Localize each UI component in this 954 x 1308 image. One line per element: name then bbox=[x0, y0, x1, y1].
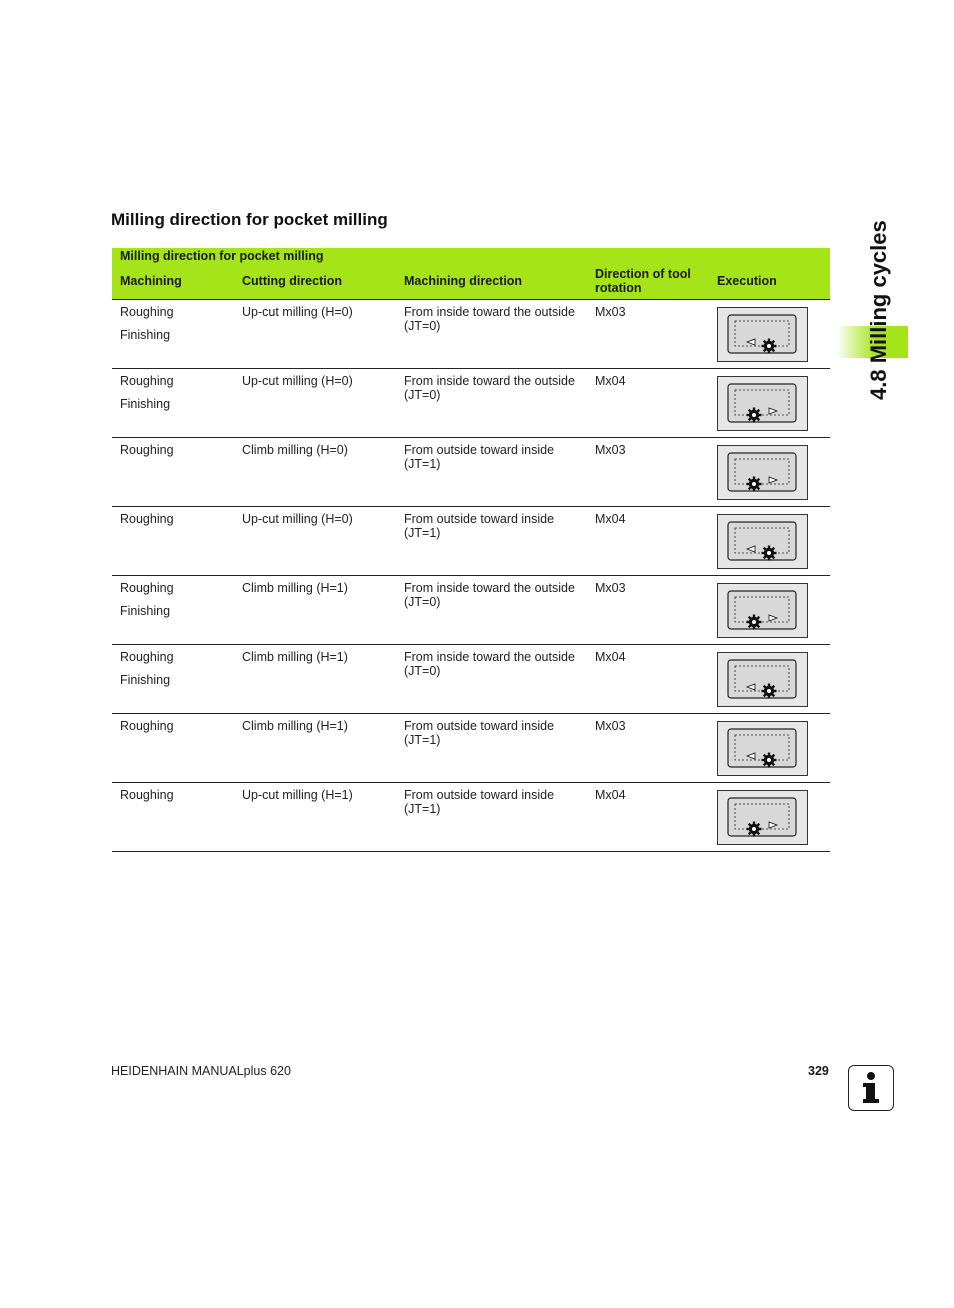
cutting-direction-cell: Up-cut milling (H=0) bbox=[242, 305, 353, 319]
machining-cell bbox=[120, 512, 174, 535]
cutting-direction-cell: Climb milling (H=0) bbox=[242, 443, 348, 457]
pocket-milling-diagram-icon bbox=[717, 583, 808, 638]
machining-cell bbox=[120, 374, 174, 420]
table-row bbox=[112, 783, 830, 852]
pocket-outline bbox=[728, 453, 796, 491]
cutting-direction-cell: Climb milling (H=1) bbox=[242, 581, 348, 595]
pocket-milling-diagram-icon bbox=[717, 307, 808, 362]
pocket-outline bbox=[728, 660, 796, 698]
machining-type: Roughing bbox=[120, 305, 174, 319]
tool-rotation-cell: Mx04 bbox=[595, 512, 626, 526]
cutting-direction-cell: Climb milling (H=1) bbox=[242, 719, 348, 733]
machining-type: Roughing bbox=[120, 719, 174, 733]
machining-direction-cell: From inside toward the outside (JT=0) bbox=[404, 374, 575, 402]
table-row bbox=[112, 369, 830, 438]
pocket-milling-diagram-icon bbox=[717, 376, 808, 431]
tool-rotation-cell: Mx03 bbox=[595, 581, 626, 595]
pocket-outline bbox=[728, 729, 796, 767]
tool-rotation-cell: Mx03 bbox=[595, 719, 626, 733]
milling-tool-icon bbox=[747, 615, 762, 630]
machining-direction-cell: From inside toward the outside (JT=0) bbox=[404, 305, 575, 333]
table-caption: Milling direction for pocket milling bbox=[120, 249, 324, 263]
execution-cell bbox=[717, 583, 808, 638]
milling-tool-icon bbox=[762, 339, 777, 354]
table-row bbox=[112, 438, 830, 507]
page-title: Milling direction for pocket milling bbox=[111, 210, 388, 229]
execution-cell bbox=[717, 514, 808, 569]
machining-type: Roughing bbox=[120, 650, 174, 664]
cutting-direction-cell: Climb milling (H=1) bbox=[242, 650, 348, 664]
header-cutting-direction: Cutting direction bbox=[242, 274, 342, 288]
page-number: 329 bbox=[808, 1064, 829, 1078]
milling-tool-icon bbox=[747, 822, 762, 837]
machining-type: Finishing bbox=[120, 604, 171, 618]
pocket-milling-diagram-icon bbox=[717, 790, 808, 845]
execution-cell bbox=[717, 790, 808, 845]
pocket-milling-diagram-icon bbox=[717, 652, 808, 707]
execution-cell bbox=[717, 721, 808, 776]
pocket-outline bbox=[728, 522, 796, 560]
machining-cell bbox=[120, 305, 174, 351]
machining-type: Roughing bbox=[120, 788, 174, 802]
tool-rotation-cell: Mx03 bbox=[595, 443, 626, 457]
info-icon bbox=[848, 1065, 894, 1111]
table-row bbox=[112, 576, 830, 645]
pocket-outline bbox=[728, 798, 796, 836]
machining-cell bbox=[120, 650, 174, 696]
machining-type: Finishing bbox=[120, 673, 171, 687]
pocket-outline bbox=[728, 384, 796, 422]
pocket-milling-diagram-icon bbox=[717, 445, 808, 500]
machining-type: Roughing bbox=[120, 512, 174, 526]
execution-cell bbox=[717, 307, 808, 362]
pocket-milling-diagram-icon bbox=[717, 514, 808, 569]
table-row bbox=[112, 300, 830, 369]
machining-type: Finishing bbox=[120, 328, 171, 342]
header-machining-direction: Machining direction bbox=[404, 274, 523, 288]
machining-type: Roughing bbox=[120, 374, 174, 388]
header-execution: Execution bbox=[717, 274, 777, 288]
pocket-outline bbox=[728, 591, 796, 629]
table-header bbox=[112, 248, 830, 300]
machining-cell bbox=[120, 719, 174, 742]
machining-cell bbox=[120, 581, 174, 627]
machining-type: Roughing bbox=[120, 443, 174, 457]
table-row bbox=[112, 507, 830, 576]
cutting-direction-cell: Up-cut milling (H=0) bbox=[242, 512, 353, 526]
tool-rotation-cell: Mx04 bbox=[595, 650, 626, 664]
tool-rotation-cell: Mx04 bbox=[595, 374, 626, 388]
machining-type: Finishing bbox=[120, 397, 171, 411]
machining-direction-cell: From outside toward inside (JT=1) bbox=[404, 443, 555, 471]
execution-cell bbox=[717, 652, 808, 707]
header-tool-rotation: Direction of tool rotation bbox=[595, 267, 691, 295]
milling-tool-icon bbox=[762, 684, 777, 699]
tool-rotation-cell: Mx03 bbox=[595, 305, 626, 319]
milling-direction-table bbox=[112, 248, 830, 852]
cutting-direction-cell: Up-cut milling (H=0) bbox=[242, 374, 353, 388]
table-row bbox=[112, 714, 830, 783]
machining-direction-cell: From outside toward inside (JT=1) bbox=[404, 512, 555, 540]
machining-cell bbox=[120, 443, 174, 466]
header-machining: Machining bbox=[120, 274, 182, 288]
machining-cell bbox=[120, 788, 174, 811]
tool-rotation-cell: Mx04 bbox=[595, 788, 626, 802]
machining-direction-cell: From inside toward the outside (JT=0) bbox=[404, 650, 575, 678]
execution-cell bbox=[717, 376, 808, 431]
milling-tool-icon bbox=[747, 408, 762, 423]
pocket-outline bbox=[728, 315, 796, 353]
table-body bbox=[112, 300, 830, 852]
footer-manual-name: HEIDENHAIN MANUALplus 620 bbox=[111, 1064, 291, 1078]
milling-tool-icon bbox=[747, 477, 762, 492]
pocket-milling-diagram-icon bbox=[717, 721, 808, 776]
execution-cell bbox=[717, 445, 808, 500]
milling-tool-icon bbox=[762, 546, 777, 561]
machining-direction-cell: From outside toward inside (JT=1) bbox=[404, 788, 555, 816]
machining-direction-cell: From outside toward inside (JT=1) bbox=[404, 719, 555, 747]
cutting-direction-cell: Up-cut milling (H=1) bbox=[242, 788, 353, 802]
machining-type: Roughing bbox=[120, 581, 174, 595]
table-row bbox=[112, 645, 830, 714]
chapter-title: 4.8 Milling cycles bbox=[866, 220, 891, 400]
milling-tool-icon bbox=[762, 753, 777, 768]
machining-direction-cell: From inside toward the outside (JT=0) bbox=[404, 581, 575, 609]
